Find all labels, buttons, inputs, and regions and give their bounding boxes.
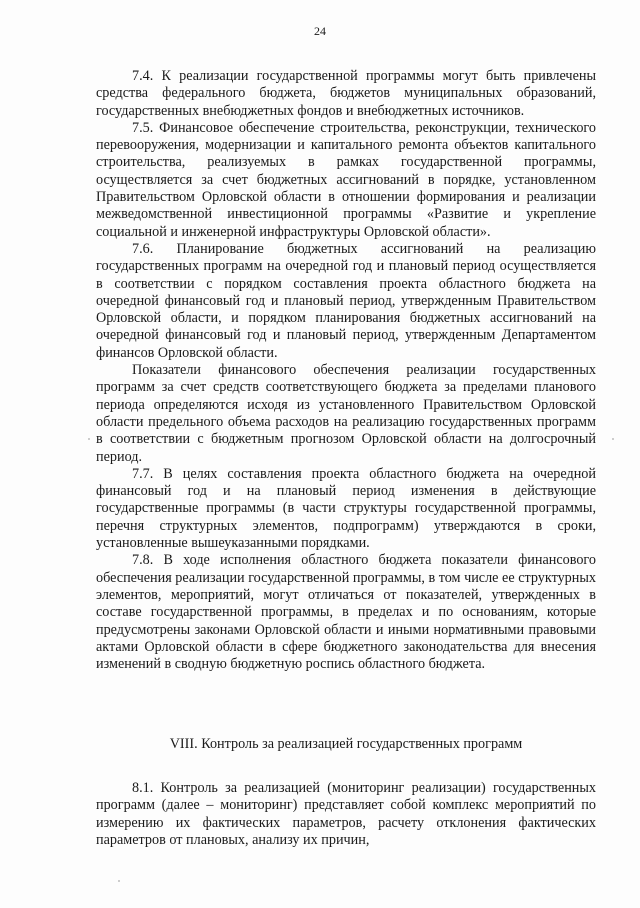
page-number: 24	[314, 24, 326, 38]
scan-speck	[612, 438, 614, 440]
paragraph-7-4: 7.4. К реализации государственной программы могут быть привлечены средства федерального бюджета, бюджетов муниципальных образований, государственных внебюджетных фондов и внебюджетных источников.	[96, 68, 596, 119]
section-heading: VIII. Контроль за реализацией государственных программ	[169, 736, 523, 752]
document-body	[96, 68, 596, 673]
paragraph-7-5: 7.5. Финансовое обеспечение строительства, реконструкции, технического перевооружения, модернизации и капитального ремонта объектов капитального строительства, реализуемых в рамках государственной программы, осуществляется за счет бюджетных ассигнований в порядке, установленном Правительством Орловской области в отношении формирования и реализации межведомственной инвестиционной программы «Развитие и укрепление социальной и инженерной инфраструктуры Орловской области».	[96, 119, 596, 240]
paragraph-7-7: 7.7. В целях составления проекта областного бюджета на очередной финансовый год и на плановый период изменения в действующие государственные программы (в части структуры государственной программы, перечня структурных элементов, подпрограмм) утверждаются в сроки, установленные вышеуказанными порядками.	[96, 465, 596, 552]
scan-speck	[88, 438, 90, 440]
paragraph-8-1: 8.1. Контроль за реализацией (мониторинг реализации) государственных программ (далее – мониторинг) представляет собой комплекс мероприятий по измерению их фактических параметров, расчету отклонения фактических параметров от плановых, анализу их причин,	[96, 780, 596, 848]
paragraph-7-8: 7.8. В ходе исполнения областного бюджета показатели финансового обеспечения реализации государственной программы, в том числе ее структурных элементов, мероприятий, могут отличаться от показателей, утвержденных в составе государственной программы, в пределах и по основаниям, которые предусмотрены законами Орловской области и иными нормативными правовыми актами Орловской области в сфере бюджетного законодательства для внесения изменений в сводную бюджетную роспись областного бюджета.	[96, 552, 596, 673]
paragraph-financial-indicators: Показатели финансового обеспечения реализации государственных программ за счет средств соответствующего бюджета за пределами планового периода определяются исходя из установленного Правительством Орловской области предельного объема расходов на реализацию государственных программ в соответствии с бюджетным прогнозом Орловской области на долгосрочный период.	[96, 362, 596, 465]
section-body	[96, 780, 596, 849]
paragraph-7-6: 7.6. Планирование бюджетных ассигнований на реализацию государственных программ на очередной год и плановый период осуществляется в соответствии с порядком составления проекта областного бюджета на очередной финансовый год и плановый период, утвержденным Правительством Орловской области, и порядком планирования бюджетных ассигнований на очередной финансовый год и плановый период, утвержденным Департаментом финансов Орловской области.	[96, 240, 596, 361]
scan-speck	[118, 880, 120, 882]
